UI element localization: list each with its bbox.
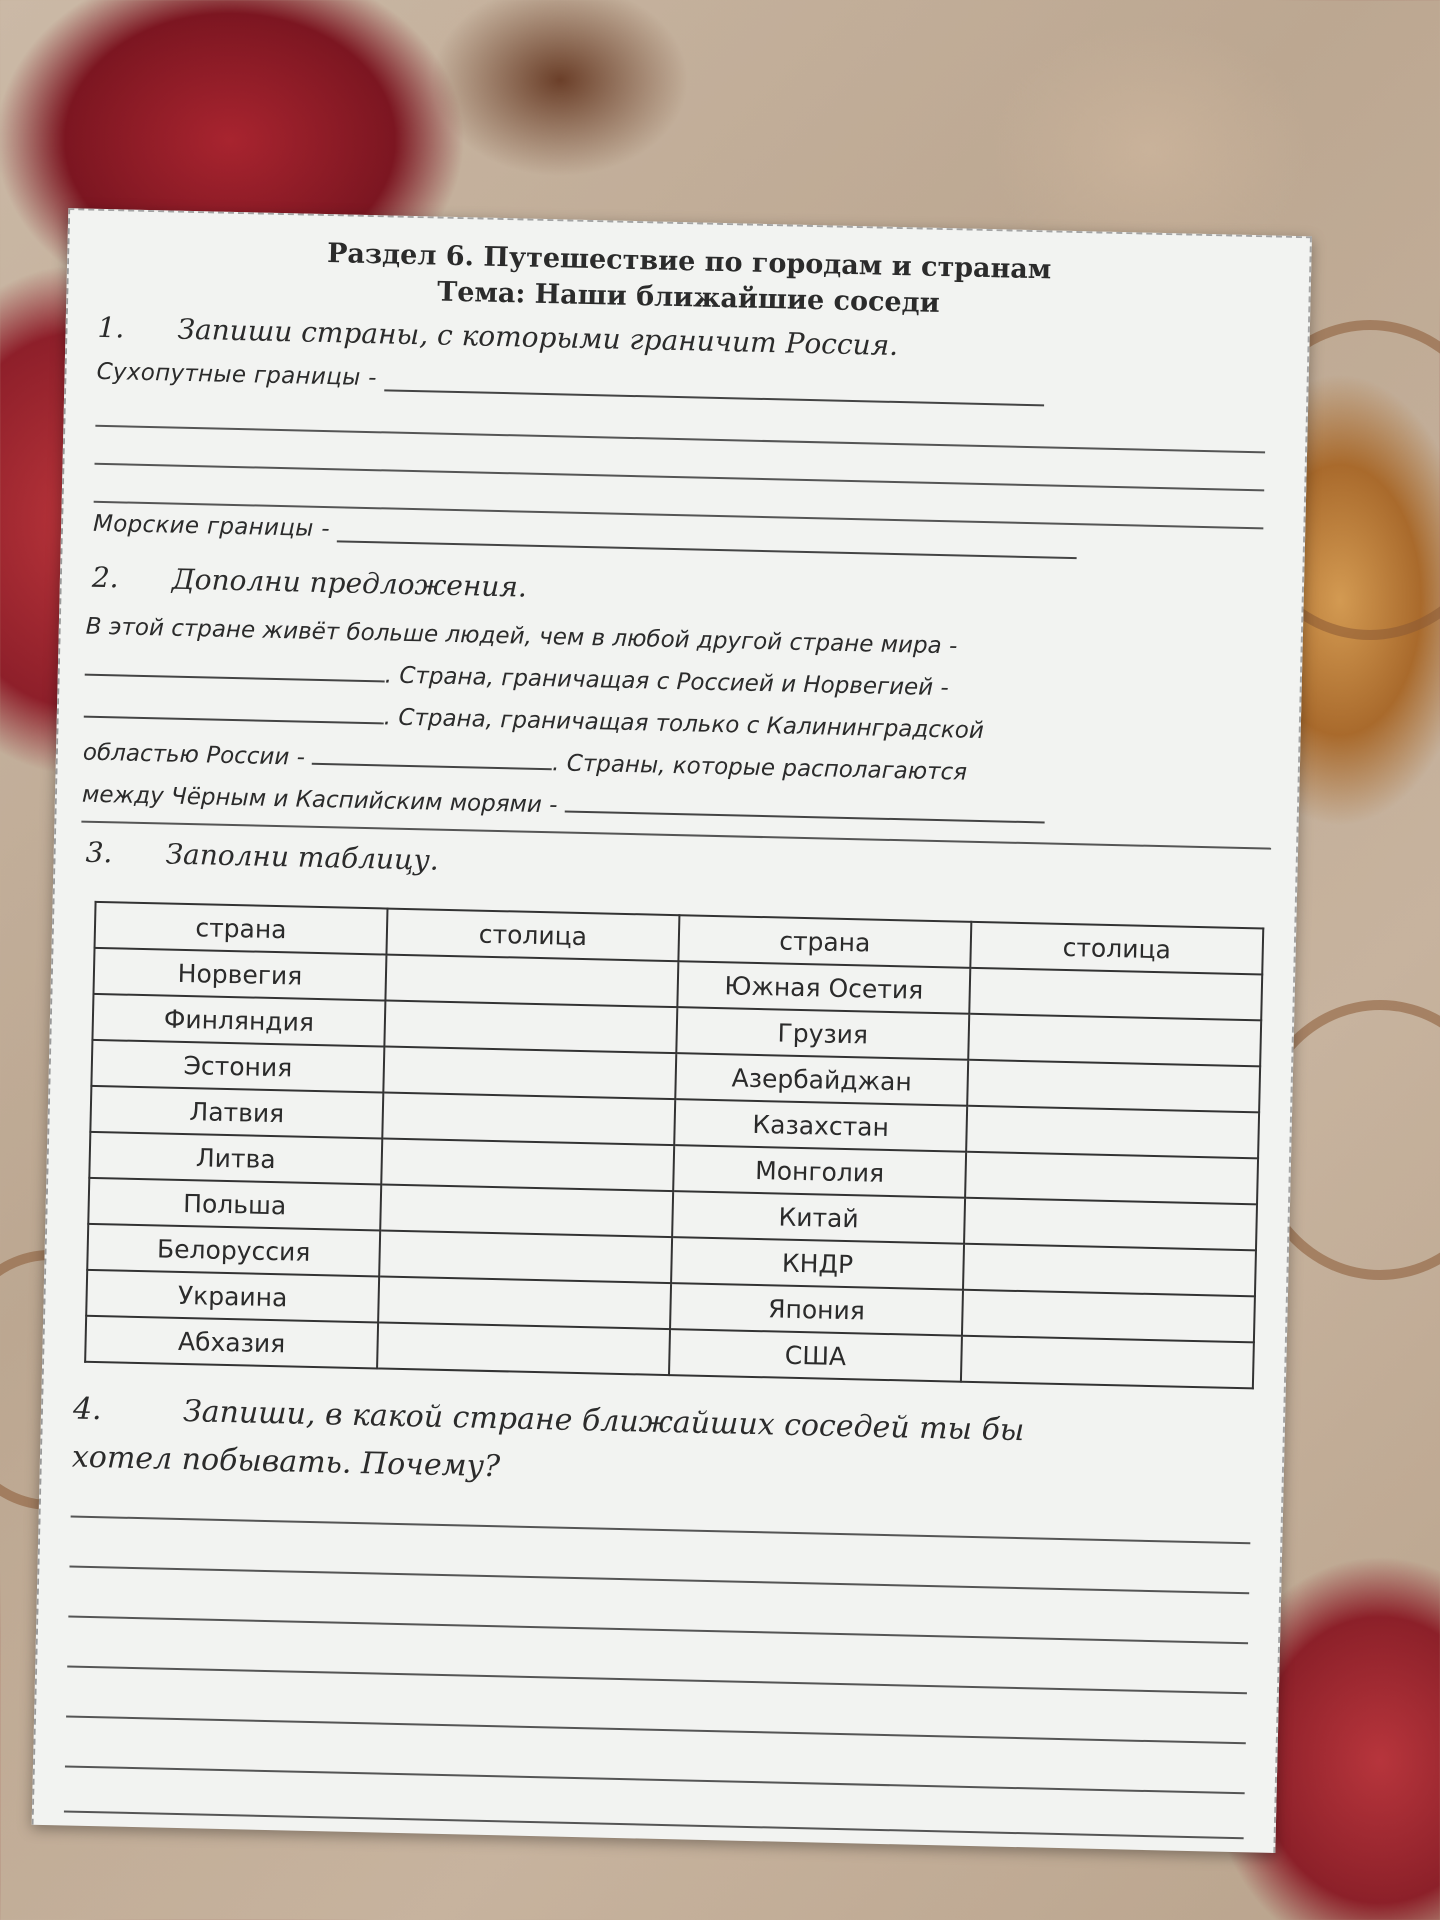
country-cell: Грузия <box>676 1007 969 1060</box>
country-cell: Польша <box>88 1178 381 1231</box>
sea-borders-answer-line[interactable] <box>337 518 1077 559</box>
answer-line[interactable] <box>65 1765 1245 1794</box>
section-title: Раздел 6. Путешествие по городам и странам <box>326 238 1052 286</box>
header-capital-1: столица <box>386 909 679 962</box>
task4-text-b: хотел побывать. Почему? <box>71 1439 501 1485</box>
country-cell: Китай <box>672 1191 965 1244</box>
capital-input-cell[interactable] <box>384 1001 677 1054</box>
capital-input-cell[interactable] <box>382 1093 675 1146</box>
task4-text-a: Запиши, в какой стране ближайших соседей ты бы <box>182 1394 1025 1449</box>
answer-line[interactable] <box>71 1516 1251 1545</box>
task2-paragraph <box>82 606 1276 843</box>
country-cell: КНДР <box>671 1237 964 1290</box>
country-cell: Эстония <box>91 1040 384 1093</box>
capital-input-cell[interactable] <box>968 1014 1261 1067</box>
capital-input-cell[interactable] <box>963 1244 1256 1297</box>
task1-number: 1. <box>97 310 125 345</box>
answer-line[interactable] <box>66 1715 1246 1744</box>
countries-capitals-table <box>84 901 1264 1389</box>
sea-borders-label: Морские границы - <box>92 510 331 543</box>
task3-number: 3. <box>85 835 113 870</box>
country-cell: Белоруссия <box>87 1224 380 1277</box>
task3-heading <box>85 836 439 877</box>
answer-line[interactable] <box>94 463 1264 492</box>
task2-heading <box>92 561 528 604</box>
header-country-2: страна <box>678 915 971 968</box>
country-cell: Монголия <box>673 1145 966 1198</box>
country-cell: Литва <box>89 1132 382 1185</box>
task2-number: 2. <box>91 560 120 595</box>
country-cell: Финляндия <box>92 994 385 1047</box>
capital-input-cell[interactable] <box>964 1198 1257 1251</box>
task3-text: Заполни таблицу. <box>165 837 440 877</box>
capital-input-cell[interactable] <box>965 1152 1258 1205</box>
answer-line[interactable] <box>95 425 1265 454</box>
sentence-3: . Страна, граничащая только с Калининградской <box>383 704 985 745</box>
answer-blank-1[interactable] <box>85 650 386 683</box>
task2-text: Дополни предложения. <box>171 562 528 604</box>
capital-input-cell[interactable] <box>381 1139 674 1192</box>
capital-input-cell[interactable] <box>377 1322 670 1375</box>
answer-line[interactable] <box>68 1616 1248 1645</box>
country-cell: Япония <box>670 1283 963 1336</box>
topic-title: Тема: Наши ближайшие соседи <box>436 276 941 319</box>
capital-input-cell[interactable] <box>379 1230 672 1283</box>
answer-blank-2[interactable] <box>84 692 385 725</box>
task1-heading <box>97 311 898 362</box>
land-borders-row <box>96 359 1044 406</box>
header-country-1: страна <box>95 902 388 955</box>
country-cell: Норвегия <box>93 948 386 1001</box>
worksheet-page <box>32 208 1312 1853</box>
sentence-2: . Страна, граничащая с Россией и Норвегией - <box>384 662 950 702</box>
answer-blank-4[interactable] <box>565 787 1045 824</box>
capital-input-cell[interactable] <box>380 1184 673 1237</box>
task4-heading <box>71 1386 1253 1509</box>
country-cell: Абхазия <box>85 1316 378 1369</box>
country-cell: Казахстан <box>674 1099 967 1152</box>
country-cell: Азербайджан <box>675 1053 968 1106</box>
capital-input-cell[interactable] <box>385 955 678 1008</box>
sentence-4b: . Страны, которые располагаются <box>551 750 968 786</box>
sea-borders-row <box>93 511 1078 559</box>
capital-input-cell[interactable] <box>969 968 1262 1021</box>
capital-input-cell[interactable] <box>967 1060 1260 1113</box>
country-cell: США <box>669 1329 962 1382</box>
capital-input-cell[interactable] <box>962 1290 1255 1343</box>
task1-text: Запиши страны, с которыми граничит Россия. <box>177 312 899 362</box>
capital-input-cell[interactable] <box>378 1276 671 1329</box>
capital-input-cell[interactable] <box>966 1106 1259 1159</box>
answer-line[interactable] <box>69 1566 1249 1595</box>
land-borders-answer-line[interactable] <box>384 367 1044 406</box>
capital-input-cell[interactable] <box>961 1336 1254 1389</box>
country-cell: Латвия <box>90 1086 383 1139</box>
country-cell: Украина <box>86 1270 379 1323</box>
task4-number: 4. <box>72 1391 103 1428</box>
sentence-1: В этой стране живёт больше людей, чем в любой другой стране мира - <box>85 613 958 660</box>
answer-line[interactable] <box>67 1665 1247 1694</box>
sentence-4a: областью России - <box>82 739 306 771</box>
answer-blank-3[interactable] <box>312 739 553 770</box>
header-capital-2: столица <box>970 922 1263 975</box>
country-cell: Южная Осетия <box>677 961 970 1014</box>
capital-input-cell[interactable] <box>383 1047 676 1100</box>
sentence-5: между Чёрным и Каспийским морями - <box>81 781 558 819</box>
land-borders-label: Сухопутные границы - <box>96 358 378 392</box>
answer-line[interactable] <box>64 1810 1244 1839</box>
